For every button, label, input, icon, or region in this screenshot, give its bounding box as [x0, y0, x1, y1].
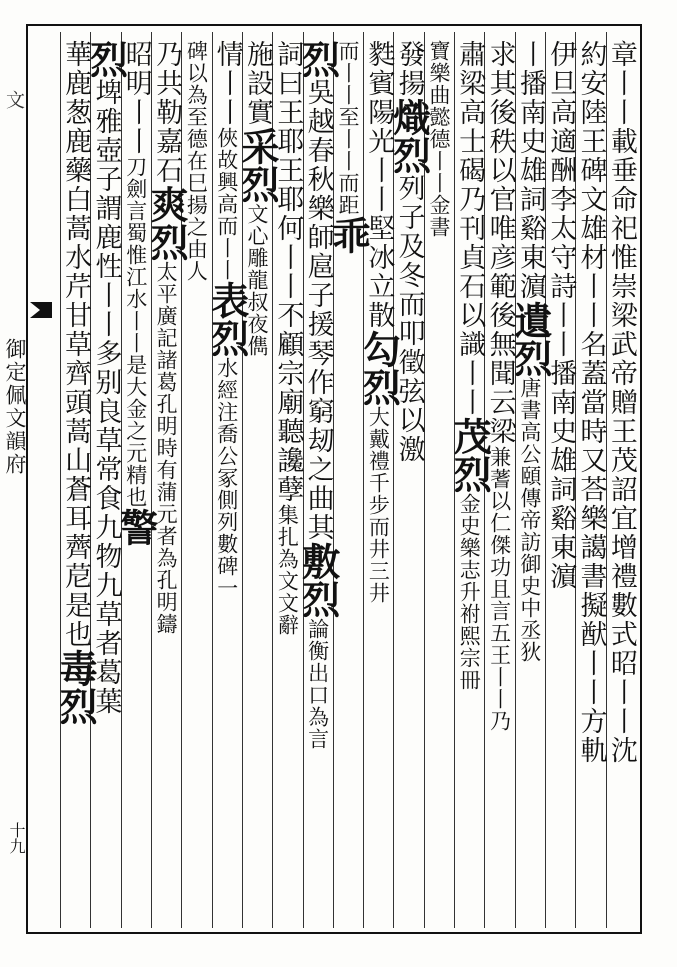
margin-strip: [0, 30, 30, 930]
margin-top-text: 文: [3, 90, 25, 113]
text-column: [53, 40, 99, 920]
body-text: 㽔賓陽光丨丨堅冰立散: [363, 40, 395, 330]
body-text: 昭明丨丨: [120, 40, 152, 156]
fish-tail-mark-icon: [30, 300, 52, 320]
margin-book-title: 御定佩文韻府: [3, 338, 27, 476]
body-text: 伊旦高適酬李太守詩丨丨播南史雄詞谿東濵: [545, 40, 577, 591]
body-text: 華鹿葱鹿藥白蒿水芹甘草齊頭蒿山蒼耳薺苨是也: [60, 40, 92, 649]
headword: 勾烈: [356, 330, 402, 406]
body-text: 詞曰王耶王耶何丨丨不顧宗廟聽讒孽: [272, 40, 304, 504]
annotation-text: 而丨丨至丨丨而距: [336, 40, 360, 216]
body-text: 吳越春秋樂師扈子援琴作窮刼之曲其: [302, 78, 334, 542]
body-text: 約安陸王碑文雄材丨丨名蓋當時又荅樂譪書擬猷丨丨方軌: [575, 40, 607, 765]
annotation-text: 水經注喬公冢側列數碑一: [214, 357, 239, 599]
annotation-text: 論衡出口為言: [305, 618, 330, 750]
body-text: 情丨丨: [211, 40, 243, 127]
body-text: 埤雅壺子謂鹿性丨丨多别良草常食九物九草者葛葉: [90, 78, 122, 716]
headword: 爽烈: [144, 185, 190, 261]
body-text: 列子及冬而叩徵弦以激: [393, 174, 425, 464]
margin-folio-number: 十九: [7, 822, 26, 854]
body-text: 章丨丨載垂命祀惟崇梁武帝贈王茂詔宜增禮數式昭丨丨沈: [605, 40, 637, 765]
annotation-text: 集扎為文文辭: [275, 504, 300, 636]
annotation-text: 金史樂志升祔熙宗冊: [457, 493, 482, 691]
body-text: 乃共勒嘉石: [151, 40, 183, 185]
annotation-text: 兼蓍以仁傑功且言五王丨丨乃: [487, 446, 512, 732]
headword: 敷烈: [295, 542, 341, 618]
annotation-text: 唐書高公頤傳帝訪御史中丞狄: [517, 377, 542, 663]
annotation-text: 刀劍言蜀惟江水丨丨是大金之元精也: [123, 156, 148, 508]
body-text: 肅梁高士碣乃刊貞石以識丨丨: [454, 40, 486, 417]
headword: 表烈: [204, 281, 250, 357]
headword: 遺烈: [507, 301, 553, 377]
body-text: 發揚: [393, 40, 425, 98]
body-text: 丨播南史雄詞谿東濵: [514, 40, 546, 301]
headword: 乖: [326, 216, 371, 254]
annotation-text: 太平廣記諸葛孔明時有蒲元者為孔明鑄: [154, 261, 179, 635]
annotation-text: 文心雕龍叔夜儁: [245, 203, 270, 357]
annotation-text: 俠故興高而丨丨: [214, 127, 239, 281]
headword: 烈: [295, 40, 341, 78]
annotation-text: 碑以為至德在巳揚之由人: [184, 40, 209, 282]
headword: 烈: [83, 40, 129, 78]
headword: 毒烈: [53, 649, 99, 725]
headword: 茂烈: [447, 417, 493, 493]
body-text: 施設實: [242, 40, 274, 127]
headword: 警: [113, 508, 159, 546]
annotation-text: 寶樂曲懿德丨丨金書: [426, 40, 451, 238]
body-text: 求其後秩以官唯彦範後無聞云梁: [484, 40, 516, 446]
annotation-text: 大戴禮千步而井三井: [366, 406, 391, 604]
headword: 采烈: [235, 127, 281, 203]
headword: 熾烈: [386, 98, 432, 174]
